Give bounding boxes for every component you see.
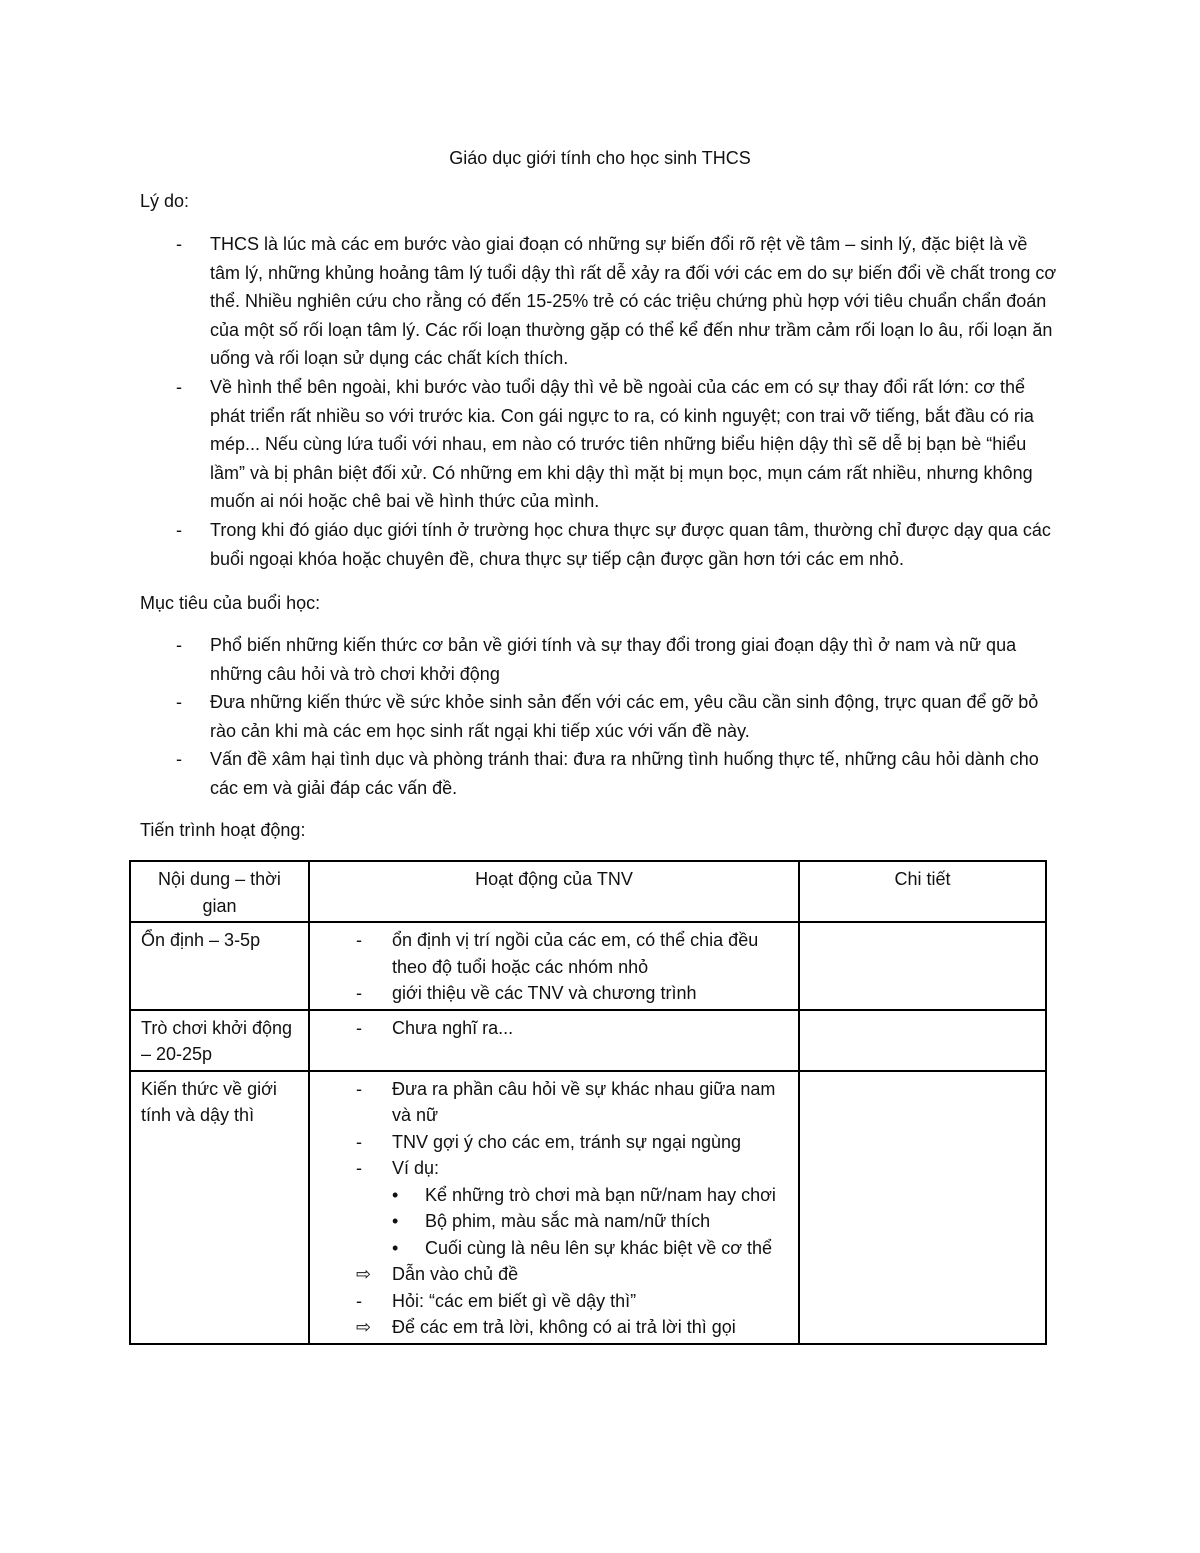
table-cell-content: Ổn định – 3-5p	[130, 922, 309, 1010]
dash-marker: -	[176, 692, 182, 713]
list-item: - TNV gợi ý cho các em, tránh sự ngại ngùng	[320, 1129, 788, 1156]
list-item: - Về hình thể bên ngoài, khi bước vào tuổi dậy thì vẻ bề ngoài của các em có sự thay đổi rất lớn: cơ thể phát triển rất nhiều so với trước kia. Con gái ngực to ra, có kinh nguyệt; con trai vỡ tiếng, bắt đầu có ria mép... Nếu cùng lứa tuổi với nhau, em nào có trước tiên những biểu hiện dậy thì sẽ dễ bị bạn bè “hiểu lầm” và bị phân biệt đối xử. Có những em khi dậy thì mặt bị mụn bọc, mụn cám rất nhiều, nhưng không muốn ai nói hoặc chê bai về hình thức của mình.	[140, 373, 1060, 516]
table-cell-activities	[309, 922, 799, 1010]
dash-marker: -	[176, 749, 182, 770]
dash-marker: -	[176, 234, 182, 254]
list-item: - Trong khi đó giáo dục giới tính ở trường học chưa thực sự được quan tâm, thường chỉ được dạy qua các buổi ngoại khóa hoặc chuyên đề, chưa thực sự tiếp cận được gần hơn tới các em nhỏ.	[140, 516, 1060, 573]
table-header-activities: Hoạt động của TNV	[309, 861, 799, 922]
activity-list	[320, 1076, 788, 1341]
table-cell-activities	[309, 1010, 799, 1071]
list-item: - Ví dụ:	[320, 1155, 788, 1182]
table-cell-details	[799, 1071, 1046, 1344]
table-header-row	[130, 861, 1046, 922]
dash-marker: -	[356, 1290, 362, 1311]
list-item: - Đưa những kiến thức về sức khỏe sinh sản đến với các em, yêu cầu cần sinh động, trực quan để gỡ bỏ rào cản khi mà các em học sinh rất ngại khi tiếp xúc với vấn đề này.	[140, 688, 1060, 745]
arrow-right-icon: ⇨	[356, 1264, 372, 1284]
table-cell-details	[799, 922, 1046, 1010]
dash-marker: -	[356, 1158, 362, 1178]
table-row	[130, 1010, 1046, 1071]
table-header-details: Chi tiết	[799, 861, 1046, 922]
list-item: ⇨ Để các em trả lời, không có ai trả lời thì gọi	[320, 1314, 788, 1341]
bullet-icon: •	[392, 1184, 399, 1205]
list-item: - Chưa nghĩ ra...	[320, 1015, 788, 1042]
list-item: • Cuối cùng là nêu lên sự khác biệt về cơ thể	[320, 1235, 788, 1262]
list-item: - ổn định vị trí ngồi của các em, có thể chia đều theo độ tuổi hoặc các nhóm nhỏ	[320, 927, 788, 980]
dash-marker: -	[356, 1078, 362, 1099]
table-row	[130, 922, 1046, 1010]
objectives-heading: Mục tiêu của buổi học:	[140, 593, 321, 613]
table-cell-content: Kiến thức về giới tính và dậy thì	[130, 1071, 309, 1344]
activity-list	[320, 1015, 788, 1042]
reason-list	[140, 230, 1060, 573]
process-heading: Tiến trình hoạt động:	[140, 820, 306, 840]
objectives-list	[140, 631, 1060, 803]
dash-marker: -	[356, 1131, 362, 1152]
table-header-content: Nội dung – thời gian	[130, 861, 309, 922]
activity-list	[320, 927, 788, 1007]
bullet-icon: •	[392, 1211, 399, 1231]
dash-marker: -	[176, 635, 182, 655]
list-item: - Đưa ra phần câu hỏi về sự khác nhau giữa nam và nữ	[320, 1076, 788, 1129]
dash-marker: -	[356, 1017, 362, 1038]
document-title: Giáo dục giới tính cho học sinh THCS	[449, 148, 751, 168]
list-item: ⇨ Dẫn vào chủ đề	[320, 1261, 788, 1288]
table-cell-details	[799, 1010, 1046, 1071]
arrow-right-icon: ⇨	[356, 1317, 372, 1337]
bullet-icon: •	[392, 1237, 399, 1258]
dash-marker: -	[176, 519, 182, 540]
table-cell-content: Trò chơi khởi động – 20-25p	[130, 1010, 309, 1071]
reason-heading: Lý do:	[140, 191, 190, 211]
list-item: - Vấn đề xâm hại tình dục và phòng tránh thai: đưa ra những tình huống thực tế, những câu hỏi dành cho các em và giải đáp các vấn đề.	[140, 745, 1060, 802]
table-cell-activities	[309, 1071, 799, 1344]
table-row	[130, 1071, 1046, 1344]
list-item: - giới thiệu về các TNV và chương trình	[320, 980, 788, 1007]
dash-marker: -	[176, 376, 182, 397]
list-item: • Bộ phim, màu sắc mà nam/nữ thích	[320, 1208, 788, 1235]
list-item: - Phổ biến những kiến thức cơ bản về giới tính và sự thay đổi trong giai đoạn dậy thì ở nam và nữ qua những câu hỏi và trò chơi khởi động	[140, 631, 1060, 688]
activity-table	[129, 860, 1047, 1345]
list-item: - Hỏi: “các em biết gì về dậy thì”	[320, 1288, 788, 1315]
list-item: • Kể những trò chơi mà bạn nữ/nam hay chơi	[320, 1182, 788, 1209]
dash-marker: -	[356, 930, 362, 950]
dash-marker: -	[356, 983, 362, 1003]
list-item: - THCS là lúc mà các em bước vào giai đoạn có những sự biến đổi rõ rệt về tâm – sinh lý, đặc biệt là về tâm lý, những khủng hoảng tâm lý tuổi dậy thì rất dễ xảy ra đối với các em do sự biến đổi về chất trong cơ thể. Nhiều nghiên cứu cho rằng có đến 15-25% trẻ có các triệu chứng phù hợp với tiêu chuẩn chẩn đoán của một số rối loạn tâm lý. Các rối loạn thường gặp có thể kể đến như trầm cảm rối loạn lo âu, rối loạn ăn uống và rối loạn sử dụng các chất kích thích.	[140, 230, 1060, 373]
